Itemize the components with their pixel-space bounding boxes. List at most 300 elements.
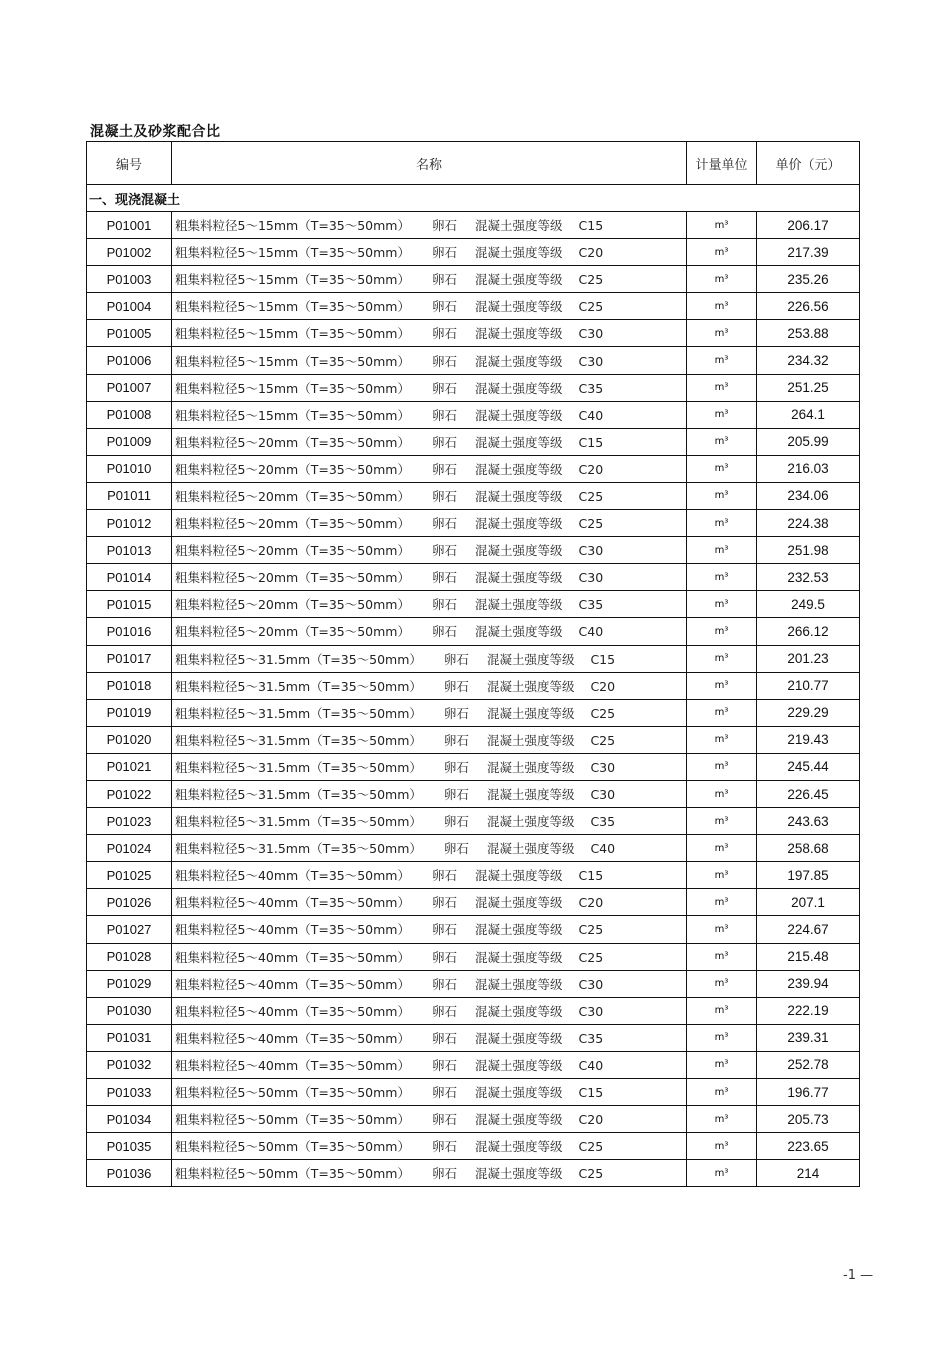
row-unit: m³ bbox=[687, 1079, 757, 1106]
row-price: 253.88 bbox=[757, 320, 860, 347]
row-spec: 粗集料粒径5～40mm（T=35～50mm） bbox=[175, 1030, 410, 1046]
row-name bbox=[172, 1106, 687, 1133]
table-row bbox=[87, 672, 860, 699]
row-unit: m³ bbox=[687, 455, 757, 482]
row-stone: 卵石 bbox=[432, 543, 458, 559]
row-stone: 卵石 bbox=[432, 299, 458, 315]
row-price: 226.56 bbox=[757, 293, 860, 320]
row-unit: m³ bbox=[687, 266, 757, 293]
row-grade-label: 混凝土强度等级 bbox=[475, 868, 563, 884]
row-spec: 粗集料粒径5～15mm（T=35～50mm） bbox=[175, 407, 410, 423]
row-grade: C15 bbox=[578, 218, 604, 234]
row-name bbox=[172, 212, 687, 239]
row-price: 223.65 bbox=[757, 1133, 860, 1160]
row-spec: 粗集料粒径5～50mm（T=35～50mm） bbox=[175, 1112, 410, 1128]
row-unit: m³ bbox=[687, 835, 757, 862]
row-stone: 卵石 bbox=[432, 245, 458, 261]
row-spec: 粗集料粒径5～31.5mm（T=35～50mm） bbox=[175, 841, 422, 857]
row-name bbox=[172, 591, 687, 618]
row-spec: 粗集料粒径5～20mm（T=35～50mm） bbox=[175, 597, 410, 613]
row-stone: 卵石 bbox=[432, 1139, 458, 1155]
row-price: 224.38 bbox=[757, 510, 860, 537]
row-code: P01011 bbox=[87, 482, 172, 509]
row-unit: m³ bbox=[687, 293, 757, 320]
row-unit: m³ bbox=[687, 943, 757, 970]
row-unit: m³ bbox=[687, 1051, 757, 1078]
row-code: P01024 bbox=[87, 835, 172, 862]
row-grade: C25 bbox=[578, 1166, 604, 1182]
row-grade: C30 bbox=[578, 1003, 604, 1019]
row-price: 239.94 bbox=[757, 970, 860, 997]
row-stone: 卵石 bbox=[443, 841, 469, 857]
row-spec: 粗集料粒径5～40mm（T=35～50mm） bbox=[175, 895, 410, 911]
table-row bbox=[87, 618, 860, 645]
row-spec: 粗集料粒径5～31.5mm（T=35～50mm） bbox=[175, 732, 422, 748]
row-grade: C15 bbox=[590, 651, 616, 667]
row-spec: 粗集料粒径5～31.5mm（T=35～50mm） bbox=[175, 759, 422, 775]
row-spec: 粗集料粒径5～20mm（T=35～50mm） bbox=[175, 516, 410, 532]
row-price: 251.25 bbox=[757, 374, 860, 401]
row-grade: C40 bbox=[578, 624, 604, 640]
header-name: 名称 bbox=[172, 142, 687, 185]
row-grade: C25 bbox=[590, 732, 616, 748]
row-spec: 粗集料粒径5～40mm（T=35～50mm） bbox=[175, 949, 410, 965]
row-unit: m³ bbox=[687, 1160, 757, 1187]
row-spec: 粗集料粒径5～50mm（T=35～50mm） bbox=[175, 1166, 410, 1182]
row-code: P01027 bbox=[87, 916, 172, 943]
row-stone: 卵石 bbox=[432, 218, 458, 234]
row-grade-label: 混凝土强度等级 bbox=[475, 299, 563, 315]
row-grade-label: 混凝土强度等级 bbox=[475, 922, 563, 938]
table-row bbox=[87, 239, 860, 266]
row-grade-label: 混凝土强度等级 bbox=[475, 949, 563, 965]
row-code: P01014 bbox=[87, 564, 172, 591]
row-stone: 卵石 bbox=[432, 326, 458, 342]
row-spec: 粗集料粒径5～20mm（T=35～50mm） bbox=[175, 461, 410, 477]
table-row bbox=[87, 401, 860, 428]
row-spec: 粗集料粒径5～15mm（T=35～50mm） bbox=[175, 380, 410, 396]
row-grade: C25 bbox=[578, 922, 604, 938]
row-code: P01022 bbox=[87, 780, 172, 807]
row-code: P01006 bbox=[87, 347, 172, 374]
row-code: P01023 bbox=[87, 808, 172, 835]
table-row bbox=[87, 293, 860, 320]
row-grade: C25 bbox=[578, 488, 604, 504]
table-row bbox=[87, 482, 860, 509]
price-table bbox=[86, 141, 860, 1187]
row-grade-label: 混凝土强度等级 bbox=[475, 245, 563, 261]
row-spec: 粗集料粒径5～31.5mm（T=35～50mm） bbox=[175, 787, 422, 803]
row-grade: C20 bbox=[578, 895, 604, 911]
row-name bbox=[172, 266, 687, 293]
row-spec: 粗集料粒径5～31.5mm（T=35～50mm） bbox=[175, 651, 422, 667]
row-code: P01021 bbox=[87, 753, 172, 780]
table-row bbox=[87, 997, 860, 1024]
row-grade: C15 bbox=[578, 434, 604, 450]
row-spec: 粗集料粒径5～40mm（T=35～50mm） bbox=[175, 1057, 410, 1073]
table-row bbox=[87, 1024, 860, 1051]
row-price: 222.19 bbox=[757, 997, 860, 1024]
row-spec: 粗集料粒径5～50mm（T=35～50mm） bbox=[175, 1085, 410, 1101]
row-grade: C15 bbox=[578, 868, 604, 884]
row-price: 226.45 bbox=[757, 780, 860, 807]
row-price: 210.77 bbox=[757, 672, 860, 699]
row-grade-label: 混凝土强度等级 bbox=[475, 516, 563, 532]
row-name bbox=[172, 320, 687, 347]
row-code: P01003 bbox=[87, 266, 172, 293]
document-title: 混凝土及砂浆配合比 bbox=[90, 124, 221, 140]
row-price: 229.29 bbox=[757, 699, 860, 726]
table-row bbox=[87, 835, 860, 862]
row-name bbox=[172, 1024, 687, 1051]
row-code: P01036 bbox=[87, 1160, 172, 1187]
row-grade: C35 bbox=[590, 814, 616, 830]
row-unit: m³ bbox=[687, 239, 757, 266]
row-unit: m³ bbox=[687, 862, 757, 889]
row-name bbox=[172, 726, 687, 753]
row-name bbox=[172, 482, 687, 509]
row-spec: 粗集料粒径5～15mm（T=35～50mm） bbox=[175, 353, 410, 369]
row-code: P01008 bbox=[87, 401, 172, 428]
row-price: 235.26 bbox=[757, 266, 860, 293]
row-grade: C25 bbox=[578, 272, 604, 288]
row-spec: 粗集料粒径5～31.5mm（T=35～50mm） bbox=[175, 678, 422, 694]
row-grade: C30 bbox=[578, 353, 604, 369]
table-row bbox=[87, 266, 860, 293]
row-price: 207.1 bbox=[757, 889, 860, 916]
row-price: 264.1 bbox=[757, 401, 860, 428]
row-unit: m³ bbox=[687, 997, 757, 1024]
row-unit: m³ bbox=[687, 780, 757, 807]
table-row bbox=[87, 591, 860, 618]
row-grade: C30 bbox=[590, 787, 616, 803]
section-title: 一、现浇混凝土 bbox=[87, 185, 860, 212]
row-name bbox=[172, 293, 687, 320]
row-stone: 卵石 bbox=[432, 949, 458, 965]
row-unit: m³ bbox=[687, 510, 757, 537]
row-grade-label: 混凝土强度等级 bbox=[486, 732, 575, 748]
table-row bbox=[87, 510, 860, 537]
row-code: P01009 bbox=[87, 428, 172, 455]
row-stone: 卵石 bbox=[432, 488, 458, 504]
row-code: P01015 bbox=[87, 591, 172, 618]
row-unit: m³ bbox=[687, 618, 757, 645]
header-code: 编号 bbox=[87, 142, 172, 185]
row-unit: m³ bbox=[687, 1106, 757, 1133]
row-stone: 卵石 bbox=[432, 895, 458, 911]
row-stone: 卵石 bbox=[432, 570, 458, 586]
row-name bbox=[172, 374, 687, 401]
row-unit: m³ bbox=[687, 537, 757, 564]
row-name bbox=[172, 943, 687, 970]
row-code: P01013 bbox=[87, 537, 172, 564]
row-code: P01028 bbox=[87, 943, 172, 970]
table-row bbox=[87, 1160, 860, 1187]
row-name bbox=[172, 780, 687, 807]
row-grade-label: 混凝土强度等级 bbox=[475, 1139, 563, 1155]
row-price: 251.98 bbox=[757, 537, 860, 564]
row-stone: 卵石 bbox=[432, 1057, 458, 1073]
row-code: P01034 bbox=[87, 1106, 172, 1133]
row-stone: 卵石 bbox=[432, 461, 458, 477]
row-grade: C35 bbox=[578, 597, 604, 613]
row-code: P01019 bbox=[87, 699, 172, 726]
row-grade-label: 混凝土强度等级 bbox=[475, 570, 563, 586]
row-spec: 粗集料粒径5～20mm（T=35～50mm） bbox=[175, 543, 410, 559]
row-grade: C25 bbox=[578, 949, 604, 965]
row-code: P01026 bbox=[87, 889, 172, 916]
row-spec: 粗集料粒径5～15mm（T=35～50mm） bbox=[175, 272, 410, 288]
row-grade-label: 混凝土强度等级 bbox=[486, 651, 575, 667]
row-grade: C40 bbox=[590, 841, 616, 857]
section-row bbox=[87, 185, 860, 212]
row-grade: C25 bbox=[578, 299, 604, 315]
row-unit: m³ bbox=[687, 482, 757, 509]
row-spec: 粗集料粒径5～15mm（T=35～50mm） bbox=[175, 245, 410, 261]
row-stone: 卵石 bbox=[432, 922, 458, 938]
row-price: 206.17 bbox=[757, 212, 860, 239]
row-stone: 卵石 bbox=[432, 1112, 458, 1128]
table-row bbox=[87, 212, 860, 239]
table-row bbox=[87, 1133, 860, 1160]
row-stone: 卵石 bbox=[432, 1085, 458, 1101]
row-price: 219.43 bbox=[757, 726, 860, 753]
row-code: P01025 bbox=[87, 862, 172, 889]
row-price: 243.63 bbox=[757, 808, 860, 835]
row-price: 205.73 bbox=[757, 1106, 860, 1133]
row-unit: m³ bbox=[687, 374, 757, 401]
row-grade-label: 混凝土强度等级 bbox=[475, 543, 563, 559]
row-grade: C40 bbox=[578, 407, 604, 423]
table-row bbox=[87, 808, 860, 835]
row-stone: 卵石 bbox=[443, 787, 469, 803]
row-name bbox=[172, 564, 687, 591]
row-stone: 卵石 bbox=[432, 1030, 458, 1046]
row-unit: m³ bbox=[687, 726, 757, 753]
row-spec: 粗集料粒径5～20mm（T=35～50mm） bbox=[175, 488, 410, 504]
row-grade-label: 混凝土强度等级 bbox=[475, 1166, 563, 1182]
row-code: P01010 bbox=[87, 455, 172, 482]
table-row bbox=[87, 347, 860, 374]
row-unit: m³ bbox=[687, 212, 757, 239]
row-grade: C20 bbox=[590, 678, 616, 694]
row-stone: 卵石 bbox=[432, 516, 458, 532]
row-stone: 卵石 bbox=[443, 705, 469, 721]
row-unit: m³ bbox=[687, 320, 757, 347]
table-row bbox=[87, 753, 860, 780]
row-grade-label: 混凝土强度等级 bbox=[486, 678, 575, 694]
row-unit: m³ bbox=[687, 1024, 757, 1051]
table-row bbox=[87, 320, 860, 347]
row-unit: m³ bbox=[687, 753, 757, 780]
table-row bbox=[87, 1051, 860, 1078]
row-code: P01035 bbox=[87, 1133, 172, 1160]
row-code: P01020 bbox=[87, 726, 172, 753]
row-name bbox=[172, 1160, 687, 1187]
row-grade: C20 bbox=[578, 461, 604, 477]
row-code: P01002 bbox=[87, 239, 172, 266]
header-price: 单价（元） bbox=[757, 142, 860, 185]
row-spec: 粗集料粒径5～15mm（T=35～50mm） bbox=[175, 218, 410, 234]
row-grade: C25 bbox=[578, 1139, 604, 1155]
row-price: 217.39 bbox=[757, 239, 860, 266]
row-grade-label: 混凝土强度等级 bbox=[486, 841, 575, 857]
row-spec: 粗集料粒径5～40mm（T=35～50mm） bbox=[175, 868, 410, 884]
row-grade-label: 混凝土强度等级 bbox=[475, 488, 563, 504]
row-stone: 卵石 bbox=[432, 434, 458, 450]
row-price: 205.99 bbox=[757, 428, 860, 455]
row-stone: 卵石 bbox=[432, 407, 458, 423]
row-price: 245.44 bbox=[757, 753, 860, 780]
row-stone: 卵石 bbox=[443, 732, 469, 748]
row-name bbox=[172, 510, 687, 537]
row-price: 232.53 bbox=[757, 564, 860, 591]
row-name bbox=[172, 862, 687, 889]
row-stone: 卵石 bbox=[443, 814, 469, 830]
row-unit: m³ bbox=[687, 564, 757, 591]
row-name bbox=[172, 347, 687, 374]
row-code: P01031 bbox=[87, 1024, 172, 1051]
row-price: 214 bbox=[757, 1160, 860, 1187]
row-code: P01033 bbox=[87, 1079, 172, 1106]
row-code: P01012 bbox=[87, 510, 172, 537]
row-price: 201.23 bbox=[757, 645, 860, 672]
row-unit: m³ bbox=[687, 401, 757, 428]
row-name bbox=[172, 916, 687, 943]
row-code: P01001 bbox=[87, 212, 172, 239]
row-code: P01005 bbox=[87, 320, 172, 347]
row-code: P01030 bbox=[87, 997, 172, 1024]
table-row bbox=[87, 537, 860, 564]
row-name bbox=[172, 401, 687, 428]
row-grade: C30 bbox=[590, 759, 616, 775]
table-row bbox=[87, 564, 860, 591]
row-stone: 卵石 bbox=[432, 868, 458, 884]
row-unit: m³ bbox=[687, 645, 757, 672]
row-spec: 粗集料粒径5～31.5mm（T=35～50mm） bbox=[175, 705, 422, 721]
row-price: 215.48 bbox=[757, 943, 860, 970]
row-code: P01016 bbox=[87, 618, 172, 645]
row-spec: 粗集料粒径5～20mm（T=35～50mm） bbox=[175, 434, 410, 450]
row-name bbox=[172, 1051, 687, 1078]
table-row bbox=[87, 862, 860, 889]
row-name bbox=[172, 889, 687, 916]
row-grade-label: 混凝土强度等级 bbox=[475, 1057, 563, 1073]
row-grade-label: 混凝土强度等级 bbox=[475, 326, 563, 342]
row-price: 196.77 bbox=[757, 1079, 860, 1106]
row-stone: 卵石 bbox=[432, 272, 458, 288]
row-unit: m³ bbox=[687, 889, 757, 916]
row-stone: 卵石 bbox=[443, 759, 469, 775]
header-unit: 计量单位 bbox=[687, 142, 757, 185]
row-name bbox=[172, 645, 687, 672]
row-stone: 卵石 bbox=[432, 976, 458, 992]
row-unit: m³ bbox=[687, 970, 757, 997]
table-row bbox=[87, 374, 860, 401]
row-price: 252.78 bbox=[757, 1051, 860, 1078]
row-grade-label: 混凝土强度等级 bbox=[475, 624, 563, 640]
row-grade: C40 bbox=[578, 1057, 604, 1073]
row-stone: 卵石 bbox=[432, 380, 458, 396]
table-row bbox=[87, 943, 860, 970]
row-code: P01017 bbox=[87, 645, 172, 672]
row-code: P01018 bbox=[87, 672, 172, 699]
row-price: 234.32 bbox=[757, 347, 860, 374]
row-grade-label: 混凝土强度等级 bbox=[475, 1085, 563, 1101]
row-unit: m³ bbox=[687, 591, 757, 618]
row-spec: 粗集料粒径5～40mm（T=35～50mm） bbox=[175, 1003, 410, 1019]
row-unit: m³ bbox=[687, 672, 757, 699]
row-name bbox=[172, 428, 687, 455]
table-row bbox=[87, 455, 860, 482]
row-grade-label: 混凝土强度等级 bbox=[475, 461, 563, 477]
row-name bbox=[172, 618, 687, 645]
row-price: 258.68 bbox=[757, 835, 860, 862]
row-name bbox=[172, 1133, 687, 1160]
table-row bbox=[87, 726, 860, 753]
row-grade-label: 混凝土强度等级 bbox=[475, 1003, 563, 1019]
row-grade: C25 bbox=[590, 705, 616, 721]
table-row bbox=[87, 970, 860, 997]
row-grade-label: 混凝土强度等级 bbox=[475, 380, 563, 396]
row-price: 234.06 bbox=[757, 482, 860, 509]
row-name bbox=[172, 1079, 687, 1106]
table-row bbox=[87, 645, 860, 672]
row-name bbox=[172, 753, 687, 780]
row-price: 224.67 bbox=[757, 916, 860, 943]
row-grade-label: 混凝土强度等级 bbox=[475, 895, 563, 911]
row-grade: C35 bbox=[578, 380, 604, 396]
page-number: -1 — bbox=[843, 1268, 874, 1283]
row-grade-label: 混凝土强度等级 bbox=[475, 353, 563, 369]
row-spec: 粗集料粒径5～31.5mm（T=35～50mm） bbox=[175, 814, 422, 830]
row-grade: C25 bbox=[578, 516, 604, 532]
row-price: 249.5 bbox=[757, 591, 860, 618]
row-grade: C30 bbox=[578, 976, 604, 992]
row-unit: m³ bbox=[687, 699, 757, 726]
row-grade-label: 混凝土强度等级 bbox=[475, 434, 563, 450]
row-unit: m³ bbox=[687, 808, 757, 835]
row-grade-label: 混凝土强度等级 bbox=[486, 705, 575, 721]
row-spec: 粗集料粒径5～40mm（T=35～50mm） bbox=[175, 922, 410, 938]
row-spec: 粗集料粒径5～15mm（T=35～50mm） bbox=[175, 326, 410, 342]
row-stone: 卵石 bbox=[443, 651, 469, 667]
row-grade-label: 混凝土强度等级 bbox=[475, 407, 563, 423]
row-name bbox=[172, 997, 687, 1024]
row-name bbox=[172, 672, 687, 699]
row-stone: 卵石 bbox=[432, 624, 458, 640]
table-row bbox=[87, 428, 860, 455]
row-name bbox=[172, 835, 687, 862]
row-name bbox=[172, 808, 687, 835]
row-code: P01032 bbox=[87, 1051, 172, 1078]
row-spec: 粗集料粒径5～40mm（T=35～50mm） bbox=[175, 976, 410, 992]
row-name bbox=[172, 455, 687, 482]
row-stone: 卵石 bbox=[432, 353, 458, 369]
row-price: 239.31 bbox=[757, 1024, 860, 1051]
row-grade-label: 混凝土强度等级 bbox=[486, 787, 575, 803]
row-grade: C20 bbox=[578, 1112, 604, 1128]
row-unit: m³ bbox=[687, 916, 757, 943]
row-grade-label: 混凝土强度等级 bbox=[475, 272, 563, 288]
table-row bbox=[87, 1106, 860, 1133]
row-grade: C20 bbox=[578, 245, 604, 261]
row-grade-label: 混凝土强度等级 bbox=[475, 1112, 563, 1128]
row-grade: C30 bbox=[578, 570, 604, 586]
row-grade-label: 混凝土强度等级 bbox=[475, 597, 563, 613]
table-row bbox=[87, 916, 860, 943]
row-unit: m³ bbox=[687, 428, 757, 455]
